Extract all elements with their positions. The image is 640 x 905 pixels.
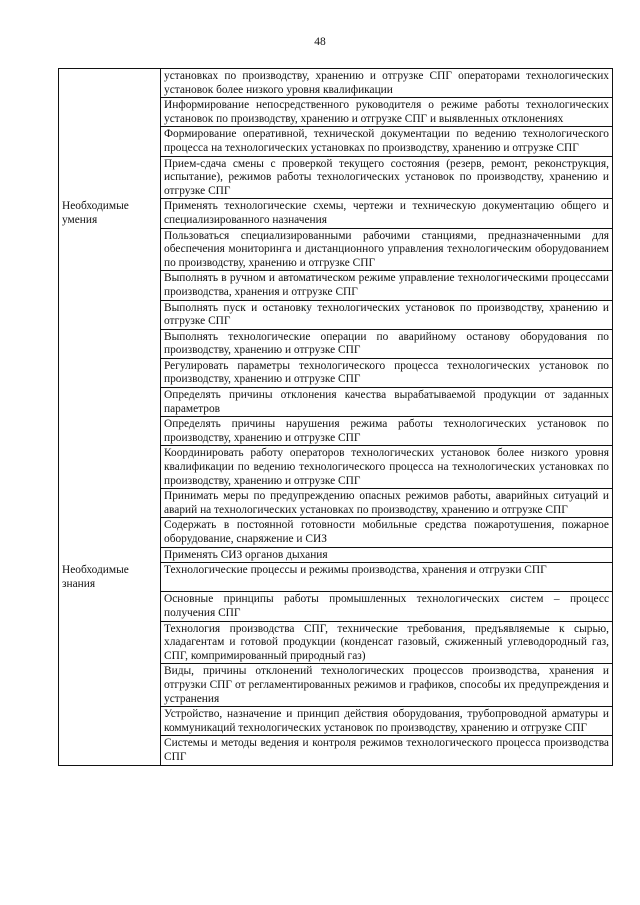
table-row <box>59 621 613 664</box>
table-row <box>59 518 613 547</box>
row-text: Технологические процессы и режимы производства, хранения и отгрузки СПГ <box>161 563 613 592</box>
row-label <box>59 300 161 329</box>
page-number: 48 <box>314 36 326 48</box>
row-label <box>59 69 161 98</box>
table-row <box>59 127 613 156</box>
row-text: Устройство, назначение и принцип действия оборудования, трубопроводной арматуры и коммуникаций технологических установок по производству, хранению и отгрузке СПГ <box>161 707 613 736</box>
table-row <box>59 329 613 358</box>
section-label-knowledge: Необходимые знания <box>59 563 161 592</box>
row-text: установках по производству, хранению и отгрузке СПГ операторами технологических установок более низкого уровня квалификации <box>161 69 613 98</box>
row-text: Технология производства СПГ, технические требования, предъявляемые к сырью, хладагентам и готовой продукции (конденсат газовый, сжиженный углеводородный газ, СПГ, компримированный природный газ) <box>161 621 613 664</box>
row-text: Виды, причины отклонений технологических процессов производства, хранения и отгрузки СПГ от регламентированных режимов и графиков, способы их предупреждения и устранения <box>161 664 613 707</box>
row-label <box>59 547 161 563</box>
row-label <box>59 329 161 358</box>
table-row <box>59 707 613 736</box>
section-label-skills: Необходимые умения <box>59 199 161 228</box>
row-label <box>59 736 161 765</box>
row-label <box>59 127 161 156</box>
row-label <box>59 156 161 199</box>
row-label <box>59 271 161 300</box>
row-text: Координировать работу операторов технологических установок более низкого уровня квалификации по ведению технологического процесса на технологических установках по производству, хранению и отгрузке СПГ <box>161 446 613 489</box>
table-row <box>59 228 613 271</box>
row-text: Пользоваться специализированными рабочими станциями, предназначенными для обеспечения мониторинга и дистанционного управления технологическим оборудованием по производству, хранению и отгрузке СПГ <box>161 228 613 271</box>
table-row <box>59 358 613 387</box>
row-label <box>59 518 161 547</box>
row-text: Применять СИЗ органов дыхания <box>161 547 613 563</box>
table-row <box>59 388 613 417</box>
requirements-table <box>58 68 613 766</box>
row-label <box>59 358 161 387</box>
table-row <box>59 489 613 518</box>
table-row <box>59 98 613 127</box>
table-row <box>59 300 613 329</box>
table-row-knowledge-header <box>59 563 613 592</box>
row-text: Системы и методы ведения и контроля режимов технологического процесса производства СПГ <box>161 736 613 765</box>
row-text: Формирование оперативной, технической документации по ведению технологического процесса на технологических установках по производству, хранению и отгрузке СПГ <box>161 127 613 156</box>
table-row-skills-header <box>59 199 613 228</box>
table-row <box>59 547 613 563</box>
row-label <box>59 446 161 489</box>
row-label <box>59 707 161 736</box>
table-row <box>59 271 613 300</box>
row-text: Выполнять технологические операции по аварийному останову оборудования по производству, хранению и отгрузке СПГ <box>161 329 613 358</box>
row-text: Основные принципы работы промышленных технологических систем – процесс получения СПГ <box>161 592 613 621</box>
table-row <box>59 156 613 199</box>
row-label <box>59 228 161 271</box>
table-row <box>59 736 613 765</box>
row-label <box>59 417 161 446</box>
row-text: Прием-сдача смены с проверкой текущего состояния (резерв, ремонт, реконструкция, испытание), режимов работы технологических установок по производству, хранению и отгрузке СПГ <box>161 156 613 199</box>
table-row <box>59 417 613 446</box>
row-text: Содержать в постоянной готовности мобильные средства пожаротушения, пожарное оборудование, снаряжение и СИЗ <box>161 518 613 547</box>
row-text: Применять технологические схемы, чертежи и техническую документацию общего и специализированного назначения <box>161 199 613 228</box>
row-text: Принимать меры по предупреждению опасных режимов работы, аварийных ситуаций и аварий на технологических установках по производству, хранению и отгрузке СПГ <box>161 489 613 518</box>
row-label <box>59 98 161 127</box>
table-row <box>59 592 613 621</box>
row-text: Регулировать параметры технологического процесса технологических установок по производству, хранению и отгрузке СПГ <box>161 358 613 387</box>
row-label <box>59 621 161 664</box>
table-row <box>59 446 613 489</box>
row-text: Выполнять пуск и остановку технологических установок по производству, хранению и отгрузке СПГ <box>161 300 613 329</box>
row-label <box>59 664 161 707</box>
row-text: Определять причины отклонения качества вырабатываемой продукции от заданных параметров <box>161 388 613 417</box>
table-row <box>59 664 613 707</box>
row-label <box>59 592 161 621</box>
row-text: Определять причины нарушения режима работы технологических установок по производству, хранению и отгрузке СПГ <box>161 417 613 446</box>
row-text: Выполнять в ручном и автоматическом режиме управление технологическими процессами производства, хранения и отгрузке СПГ <box>161 271 613 300</box>
row-label <box>59 388 161 417</box>
row-text: Информирование непосредственного руководителя о режиме работы технологических установок по производству, хранению и отгрузке СПГ и выявленных отклонениях <box>161 98 613 127</box>
table-row <box>59 69 613 98</box>
row-label <box>59 489 161 518</box>
